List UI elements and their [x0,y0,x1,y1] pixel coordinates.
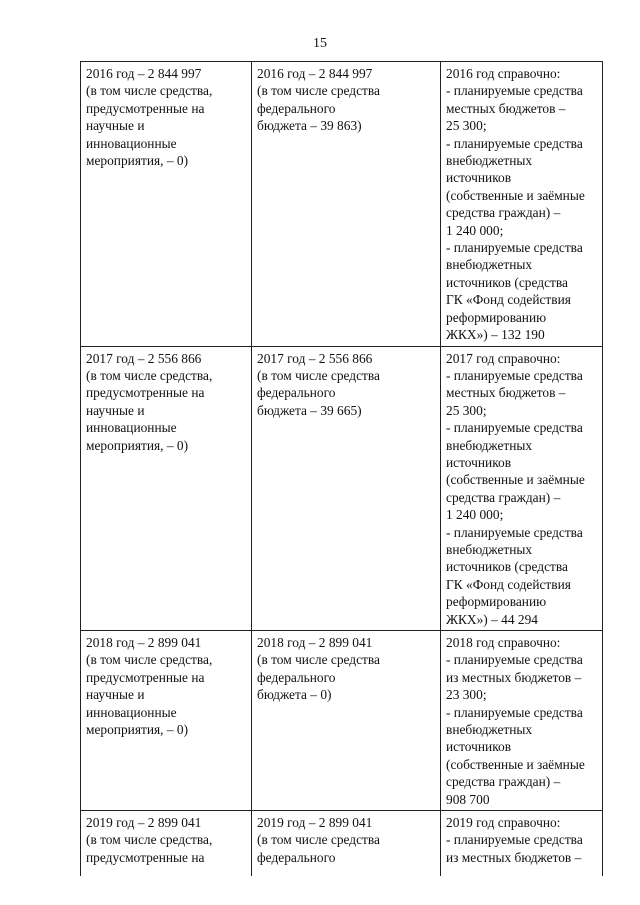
cell-line: - планируемые средства [446,135,583,151]
cell-line: 2018 год справочно: [446,635,561,650]
page-number: 15 [313,36,327,51]
cell-line: 2016 год справочно: [446,66,561,81]
federal-cell [252,811,441,877]
cell-line: 2016 год – 2 844 997 [257,66,373,81]
cell-line: источников (средства [446,274,568,290]
cell-line: внебюджетных [446,257,533,273]
cell-line: федерального [257,385,336,401]
cell-line: бюджета – 0) [257,687,332,703]
federal-cell [252,62,441,347]
cell-line: предусмотренные на [86,385,205,401]
cell-line: реформированию [446,594,547,610]
cell-line: источников [446,454,512,470]
cell-line: - планируемые средства [446,240,583,256]
cell-line: бюджета – 39 863) [257,118,362,134]
cell-line: средства граждан) – [446,774,561,790]
cell-line: инновационные [86,420,177,436]
cell-line: ЖКХ») – 44 294 [446,611,538,627]
cell-line: федерального [257,100,336,116]
federal-cell [252,631,441,811]
reference-cell [441,62,603,347]
cell-line: научные и [86,402,145,418]
cell-line: (в том числе средства, [86,367,213,383]
total-cell [81,811,252,877]
cell-line: ГК «Фонд содействия [446,292,571,308]
cell-line: - планируемые средства [446,832,583,848]
cell-line: 2018 год – 2 899 041 [86,635,202,650]
cell-line: (в том числе средства, [86,652,213,668]
reference-cell [441,811,603,877]
cell-line: источников [446,739,512,755]
cell-line: внебюджетных [446,153,533,169]
table-row [81,346,603,631]
cell-line: - планируемые средства [446,704,583,720]
cell-line: предусмотренные на [86,669,205,685]
cell-line: источников (средства [446,559,568,575]
cell-line: - планируемые средства [446,83,583,99]
cell-line: инновационные [86,135,177,151]
cell-line: предусмотренные на [86,849,205,865]
table-row [81,811,603,877]
cell-line: мероприятия, – 0) [86,722,189,738]
cell-line: 2019 год – 2 899 041 [86,815,202,831]
cell-line: - планируемые средства [446,367,583,383]
cell-line: из местных бюджетов – [446,669,582,685]
table-row [81,631,603,811]
cell-line: (в том числе средства [257,367,380,383]
cell-line: источников [446,170,512,186]
cell-line: предусмотренные на [86,100,205,116]
cell-line: 1 240 000; [446,222,504,238]
cell-line: - планируемые средства [446,420,583,436]
federal-cell [252,346,441,631]
cell-line: инновационные [86,704,177,720]
cell-line: местных бюджетов – [446,100,566,116]
cell-line: ГК «Фонд содействия [446,576,571,592]
reference-cell [441,631,603,811]
cell-line: из местных бюджетов – [446,849,582,865]
cell-line: средства граждан) – [446,489,561,505]
cell-line: (в том числе средства, [86,83,213,99]
cell-line: 2017 год – 2 556 866 [257,350,373,366]
cell-line: местных бюджетов – [446,385,566,401]
cell-line: (в том числе средства [257,832,380,848]
cell-line: реформированию [446,309,547,325]
cell-line: научные и [86,118,145,134]
cell-line: (собственные и заёмные [446,472,585,488]
cell-line: 25 300; [446,118,487,134]
cell-line: 25 300; [446,402,487,418]
total-cell [81,62,252,347]
cell-line: 2016 год – 2 844 997 [86,66,202,81]
cell-line: федерального [257,669,336,685]
cell-line: 2017 год – 2 556 866 [86,350,202,366]
cell-line: 2019 год – 2 899 041 [257,815,373,831]
cell-line: 2017 год справочно: [446,350,561,366]
cell-line: внебюджетных [446,541,533,557]
cell-line: (в том числе средства [257,652,380,668]
cell-line: 23 300; [446,687,487,703]
cell-line: средства граждан) – [446,205,561,221]
cell-line: (в том числе средства, [86,832,213,848]
cell-line: 2018 год – 2 899 041 [257,635,373,650]
cell-line: ЖКХ») – 132 190 [446,327,545,343]
cell-line: (в том числе средства [257,83,380,99]
cell-line: 2019 год справочно: [446,815,561,831]
funding-table [80,61,603,876]
cell-line: (собственные и заёмные [446,187,585,203]
cell-line: научные и [86,687,145,703]
cell-line: внебюджетных [446,722,533,738]
reference-cell [441,346,603,631]
cell-line: бюджета – 39 665) [257,402,362,418]
cell-line: 908 700 [446,791,490,807]
cell-line: (собственные и заёмные [446,756,585,772]
total-cell [81,346,252,631]
cell-line: федерального [257,849,336,865]
total-cell [81,631,252,811]
cell-line: внебюджетных [446,437,533,453]
cell-line: мероприятия, – 0) [86,437,189,453]
table-row [81,62,603,347]
cell-line: - планируемые средства [446,524,583,540]
cell-line: мероприятия, – 0) [86,153,189,169]
cell-line: 1 240 000; [446,507,504,523]
cell-line: - планируемые средства [446,652,583,668]
